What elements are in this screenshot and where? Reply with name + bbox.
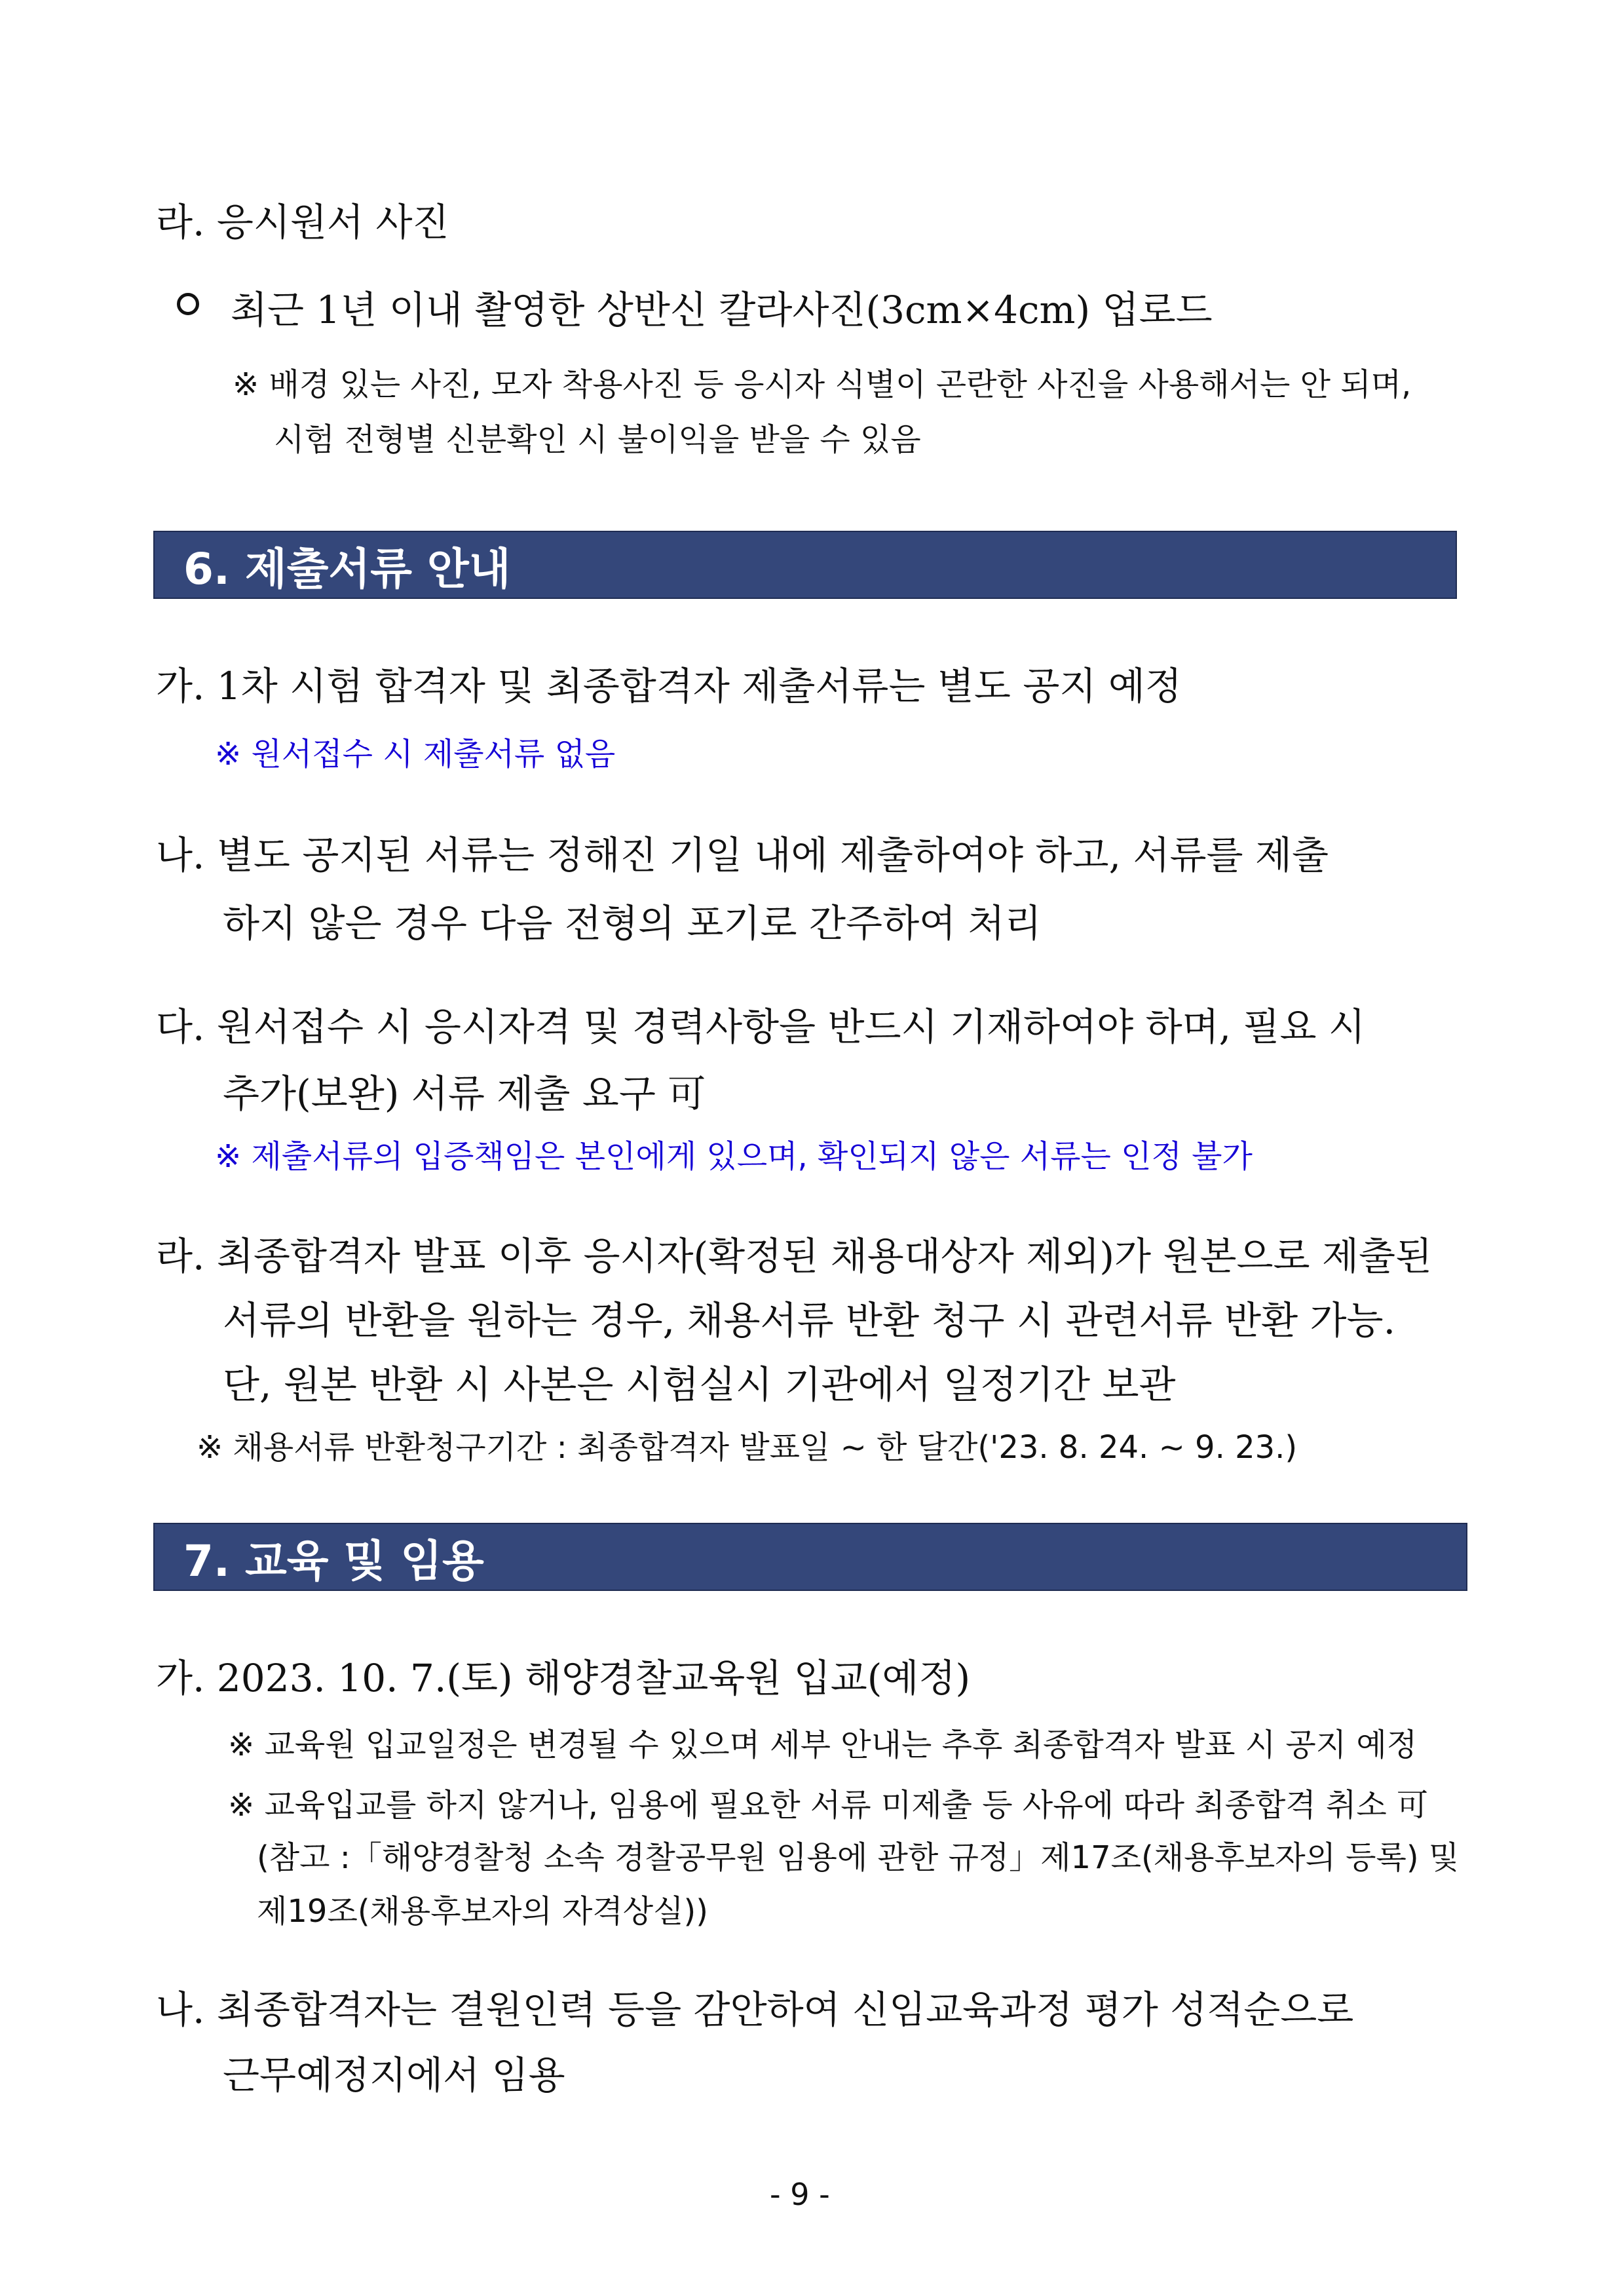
docs-item-na-line1: 나. 별도 공지된 서류는 정해진 기일 내에 제출하여야 하고, 서류를 제출 <box>156 833 1329 877</box>
section-title-7: 7. 교육 및 임용 <box>183 1535 484 1586</box>
docs-item-ga: 가. 1차 시험 합격자 및 최종합격자 제출서류는 별도 공지 예정 <box>156 664 1182 708</box>
edu-note-2-line3: 제19조(채용후보자의 자격상실)) <box>257 1893 708 1930</box>
section-header-bar-7 <box>153 1523 1467 1591</box>
circle-bullet-icon <box>177 293 199 315</box>
edu-note-2-line1: ※ 교육입교를 하지 않거나, 임용에 필요한 서류 미제출 등 사유에 따라 최종합격 취소 可 <box>228 1787 1428 1824</box>
edu-item-na-line1: 나. 최종합격자는 결원인력 등을 감안하여 신임교육과정 평가 성적순으로 <box>156 1987 1354 2032</box>
docs-item-na-line2: 하지 않은 경우 다음 전형의 포기로 간주하여 처리 <box>223 901 1042 946</box>
docs-item-da-line1: 다. 원서접수 시 응시자격 및 경력사항을 반드시 기재하여야 하며, 필요 시 <box>156 1004 1366 1049</box>
edu-note-1: ※ 교육원 입교일정은 변경될 수 있으며 세부 안내는 추후 최종합격자 발표 시 공지 예정 <box>228 1727 1418 1763</box>
docs-note-ga: ※ 원서접수 시 제출서류 없음 <box>215 736 616 773</box>
photo-note-line2: 시험 전형별 신분확인 시 불이익을 받을 수 있음 <box>274 421 921 458</box>
docs-note-da: ※ 제출서류의 입증책임은 본인에게 있으며, 확인되지 않은 서류는 인정 불가 <box>215 1138 1253 1175</box>
docs-note-ra: ※ 채용서류 반환청구기간 : 최종합격자 발표일 ~ 한 달간('23. 8. 24. ~ 9. 23.) <box>197 1429 1298 1466</box>
docs-item-da-line2: 추가(보완) 서류 제출 요구 可 <box>223 1071 706 1116</box>
photo-requirement: 최근 1년 이내 촬영한 상반신 칼라사진(3cm×4cm) 업로드 <box>231 288 1213 332</box>
page-number: - 9 - <box>770 2177 830 2212</box>
edu-item-na-line2: 근무예정지에서 임용 <box>223 2053 565 2097</box>
section-title-6: 6. 제출서류 안내 <box>183 543 511 594</box>
docs-item-ra-line3: 단, 원본 반환 시 사본은 시험실시 기관에서 일정기간 보관 <box>223 1362 1176 1407</box>
edu-note-2-line2: (참고 :「해양경찰청 소속 경찰공무원 임용에 관한 규정」제17조(채용후보자의 등록) 및 <box>257 1839 1460 1876</box>
photo-note-line1: ※ 배경 있는 사진, 모자 착용사진 등 응시자 식별이 곤란한 사진을 사용해서는 안 되며, <box>233 366 1412 403</box>
docs-item-ra-line1: 라. 최종합격자 발표 이후 응시자(확정된 채용대상자 제외)가 원본으로 제출된 <box>156 1234 1433 1278</box>
docs-item-ra-line2: 서류의 반환을 원하는 경우, 채용서류 반환 청구 시 관련서류 반환 가능. <box>223 1298 1396 1343</box>
section-header-bar-6 <box>153 531 1457 599</box>
edu-item-ga: 가. 2023. 10. 7.(토) 해양경찰교육원 입교(예정) <box>156 1656 971 1700</box>
section-heading-photo: 라. 응시원서 사진 <box>156 200 449 244</box>
